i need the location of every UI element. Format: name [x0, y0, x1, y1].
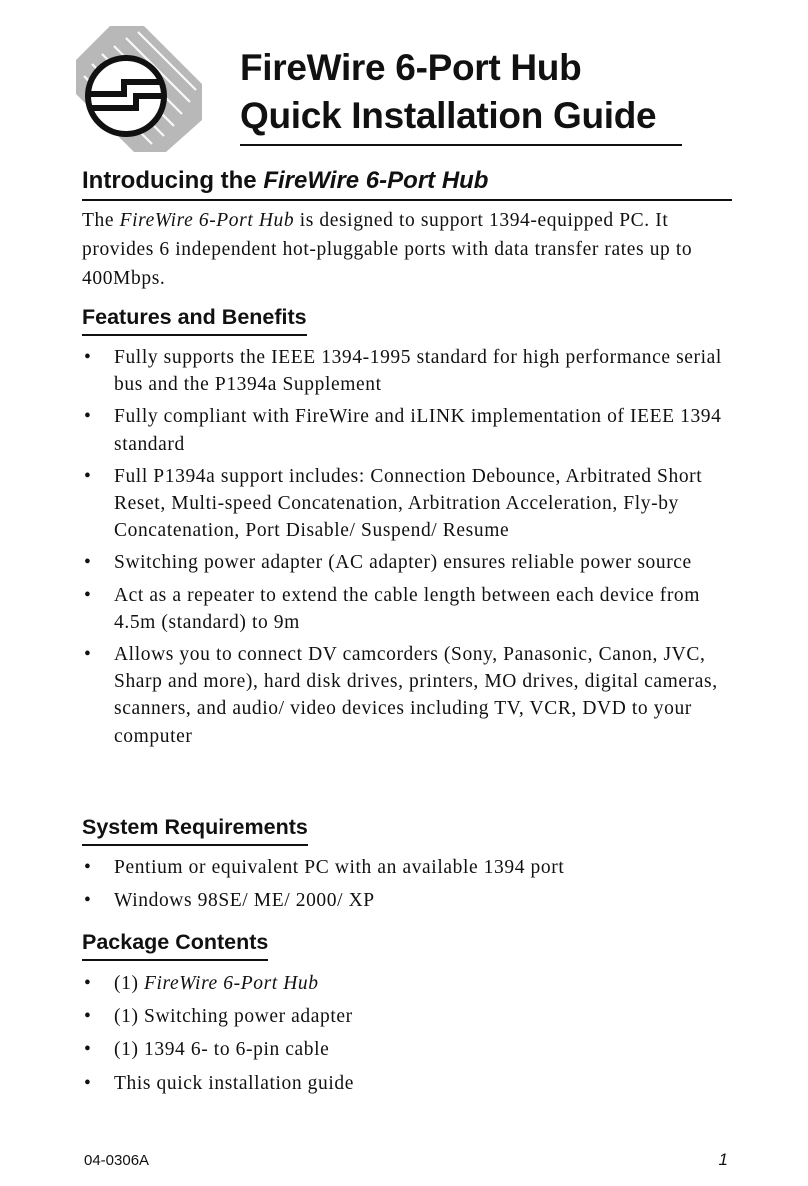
list-item: • Windows 98SE/ ME/ 2000/ XP: [82, 887, 742, 914]
intro-divider: [82, 199, 732, 201]
bullet: •: [84, 644, 92, 666]
package-contents-heading: Package Contents: [82, 928, 268, 961]
intro-heading-product: FireWire 6-Port Hub: [263, 167, 489, 194]
bullet: •: [84, 973, 92, 994]
intro-heading: [82, 166, 488, 196]
system-requirements-list: [82, 854, 742, 920]
document-code: 04-0306A: [84, 1152, 150, 1169]
list-item: • Allows you to connect DV camcorders (Sony, Panasonic, Canon, JVC, Sharp and more), hard disk drives, printers, MO drives, digital cameras, scanners, and audio/ video devices including TV, VCR, DVD to your computer: [82, 641, 742, 750]
bullet: •: [84, 406, 92, 428]
title-line-1: FireWire 6-Port Hub: [240, 47, 582, 88]
intro-text-product: FireWire 6-Port Hub: [119, 210, 295, 231]
list-item: • (1) Switching power adapter: [82, 1003, 742, 1030]
list-item: • Act as a repeater to extend the cable length between each device from 4.5m (standard) to 9m: [82, 582, 742, 636]
title-line-2: Quick Installation Guide: [240, 95, 657, 136]
list-item: • (1) FireWire 6-Port Hub: [82, 970, 742, 997]
intro-text-body: is designed to support 1394-equipped PC. It provides 6 independent hot-pluggable ports with data transfer rates up to 400Mbps.: [82, 210, 693, 289]
intro-text-prefix: The: [82, 210, 115, 231]
bullet: •: [84, 857, 92, 878]
document-title: [240, 44, 656, 140]
bullet: •: [84, 1039, 92, 1061]
intro-paragraph: [82, 206, 742, 293]
bullet: •: [84, 1006, 92, 1028]
list-item: • Switching power adapter (AC adapter) ensures reliable power source: [82, 549, 742, 576]
bullet: •: [84, 347, 92, 368]
features-list: [82, 344, 742, 755]
list-item: • Pentium or equivalent PC with an available 1394 port: [82, 854, 742, 881]
intro-heading-prefix: Introducing the: [82, 167, 257, 194]
bullet: •: [84, 584, 92, 606]
features-heading: Features and Benefits: [82, 303, 307, 336]
title-divider: [240, 144, 682, 146]
system-requirements-heading: System Requirements: [82, 813, 308, 846]
bullet: •: [84, 552, 92, 574]
list-item: • Fully supports the IEEE 1394-1995 standard for high performance serial bus and the P1394a Supplement: [82, 344, 742, 398]
bullet: •: [84, 465, 92, 487]
page-number: 1: [718, 1150, 728, 1169]
siig-logo: [74, 24, 204, 154]
list-item: • Fully compliant with FireWire and iLINK implementation of IEEE 1394 standard: [82, 403, 742, 457]
bullet: •: [84, 890, 92, 912]
list-item: • This quick installation guide: [82, 1070, 742, 1097]
list-item: • (1) 1394 6- to 6-pin cable: [82, 1036, 742, 1063]
bullet: •: [84, 1072, 92, 1094]
list-item: • Full P1394a support includes: Connection Debounce, Arbitrated Short Reset, Multi-speed Concatenation, Arbitration Acceleration, Fly-by Concatenation, Port Disable/ Suspend/ Resume: [82, 463, 742, 545]
package-contents-list: [82, 970, 742, 1103]
